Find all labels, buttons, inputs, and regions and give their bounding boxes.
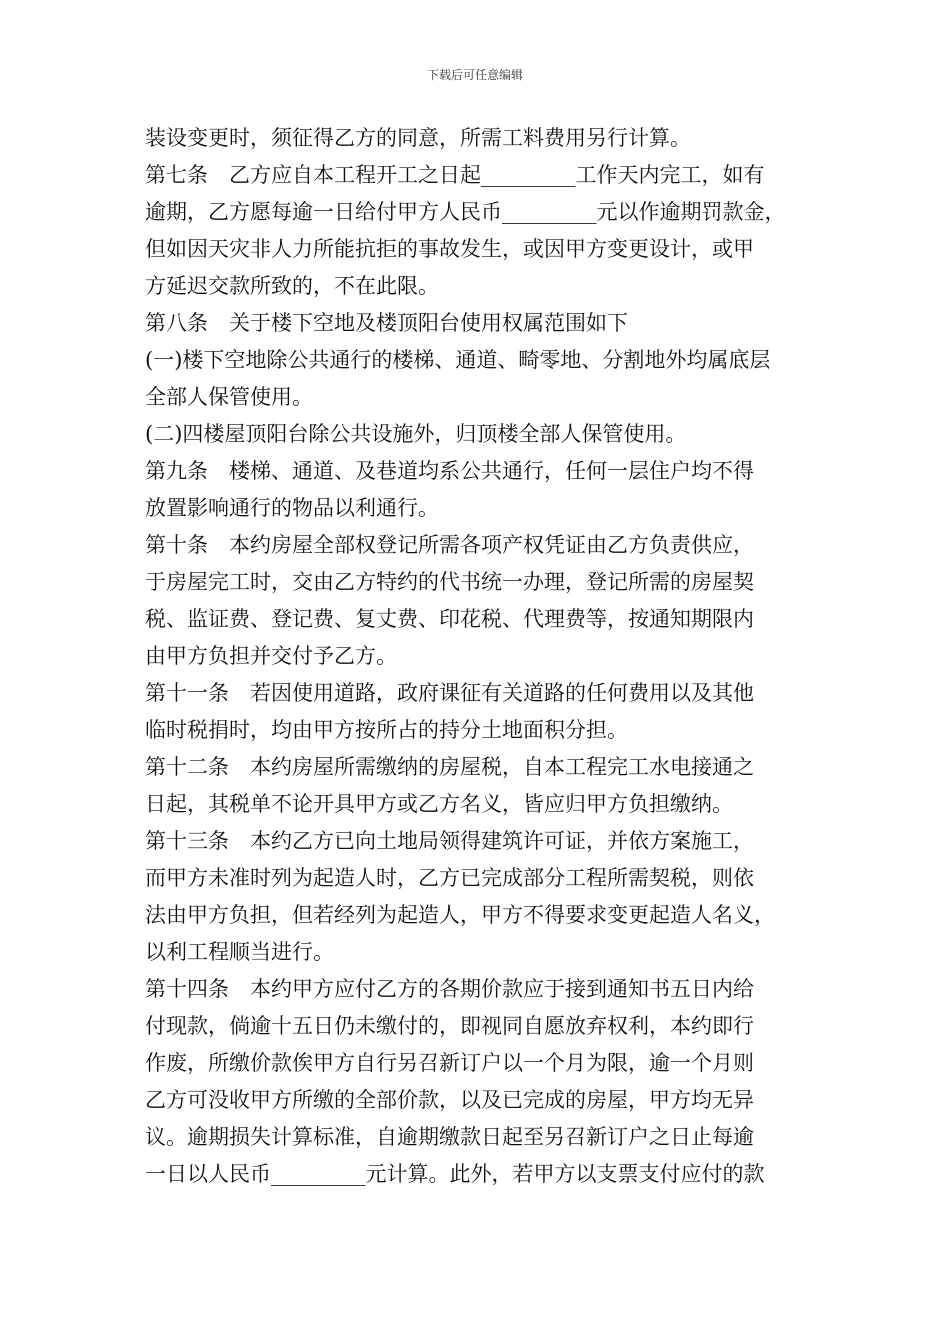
text-line: 逾期，乙方愿每逾一日给付甲方人民币_________元以作逾期罚款金， xyxy=(145,200,786,224)
text-line: (二)四楼屋顶阳台除公共设施外，归顶楼全部人保管使用。 xyxy=(145,422,687,446)
text-line: 装设变更时，须征得乙方的同意，所需工料费用另行计算。 xyxy=(145,126,691,150)
text-line: 议。逾期损失计算标准，自逾期缴款日起至另召新订户之日止每逾 xyxy=(145,1125,754,1149)
text-line: 第十四条 本约甲方应付乙方的各期价款应于接到通知书五日内给 xyxy=(145,977,754,1001)
text-line: 第十条 本约房屋全部权登记所需各项产权凭证由乙方负责供应， xyxy=(145,533,754,557)
contract-body xyxy=(145,120,820,1193)
text-line: 方延迟交款所致的，不在此限。 xyxy=(145,274,439,298)
text-line: 但如因天灾非人力所能抗拒的事故发生，或因甲方变更设计，或甲 xyxy=(145,237,754,261)
text-line: 一日以人民币_________元计算。此外，若甲方以支票支付应付的款 xyxy=(145,1162,765,1186)
text-line: 乙方可没收甲方所缴的全部价款，以及已完成的房屋，甲方均无异 xyxy=(145,1088,754,1112)
text-line: 日起，其税单不论开具甲方或乙方名义，皆应归甲方负担缴纳。 xyxy=(145,792,733,816)
text-line: 放置影响通行的物品以利通行。 xyxy=(145,496,439,520)
text-line: (一)楼下空地除公共通行的楼梯、通道、畸零地、分割地外均属底层 xyxy=(145,348,771,372)
text-line: 第十一条 若因使用道路，政府课征有关道路的任何费用以及其他 xyxy=(145,681,754,705)
text-line: 以利工程顺当进行。 xyxy=(145,940,334,964)
text-line: 第十二条 本约房屋所需缴纳的房屋税，自本工程完工水电接通之 xyxy=(145,755,754,779)
text-line: 临时税捐时，均由甲方按所占的持分土地面积分担。 xyxy=(145,718,628,742)
text-line: 由甲方负担并交付予乙方。 xyxy=(145,644,397,668)
page-header: 下载后可任意编辑 xyxy=(426,68,523,82)
text-line: 第八条 关于楼下空地及楼顶阳台使用权属范围如下 xyxy=(145,311,628,335)
text-line: 作废，所缴价款俟甲方自行另召新订户以一个月为限，逾一个月则 xyxy=(145,1051,754,1075)
text-line: 全部人保管使用。 xyxy=(145,385,313,409)
text-line: 于房屋完工时，交由乙方特约的代书统一办理，登记所需的房屋契 xyxy=(145,570,754,594)
text-line: 付现款，倘逾十五日仍未缴付的，即视同自愿放弃权利，本约即行 xyxy=(145,1014,754,1038)
text-line: 法由甲方负担，但若经列为起造人，甲方不得要求变更起造人名义， xyxy=(145,903,775,927)
text-line: 税、监证费、登记费、复丈费、印花税、代理费等，按通知期限内 xyxy=(145,607,754,631)
text-line: 而甲方未准时列为起造人时，乙方已完成部分工程所需契税，则依 xyxy=(145,866,754,890)
text-line: 第九条 楼梯、通道、及巷道均系公共通行，任何一层住户均不得 xyxy=(145,459,754,483)
text-line: 第七条 乙方应自本工程开工之日起_________工作天内完工，如有 xyxy=(145,163,765,187)
text-line: 第十三条 本约乙方已向土地局领得建筑许可证，并依方案施工， xyxy=(145,829,754,853)
